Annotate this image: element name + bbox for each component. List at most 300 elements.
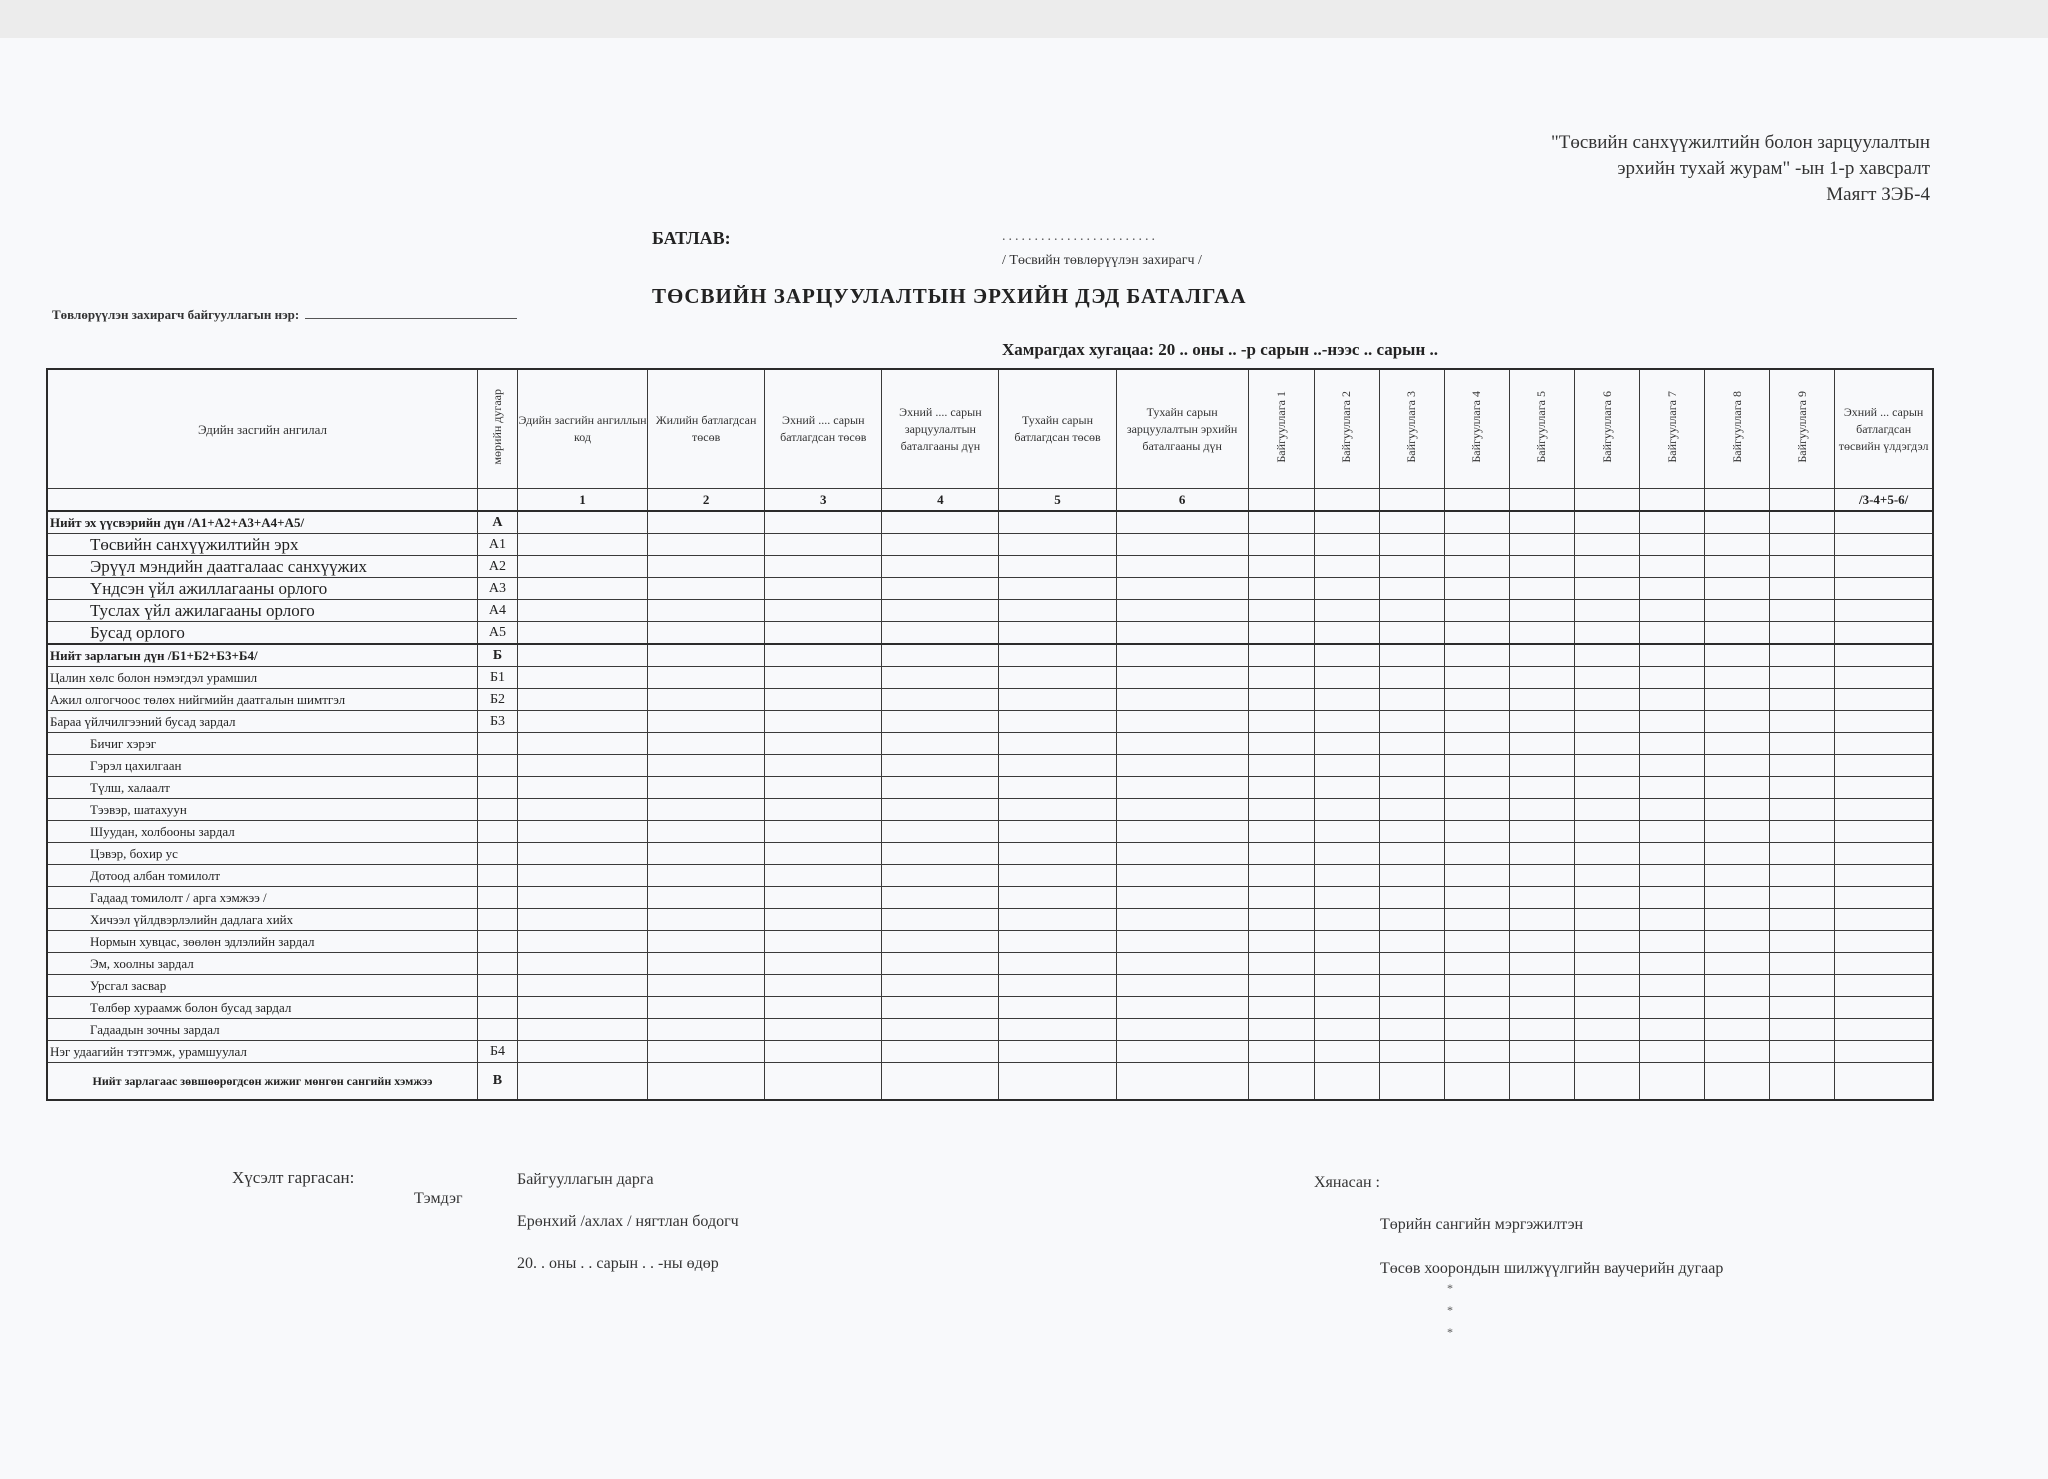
value-cell[interactable] — [1116, 1041, 1248, 1063]
value-cell[interactable] — [1444, 511, 1509, 534]
value-cell[interactable] — [999, 997, 1116, 1019]
value-cell[interactable] — [882, 556, 999, 578]
value-cell[interactable] — [1248, 777, 1314, 799]
value-cell[interactable] — [1509, 644, 1574, 667]
value-cell[interactable] — [999, 953, 1116, 975]
value-cell[interactable] — [648, 777, 765, 799]
value-cell[interactable] — [1444, 865, 1509, 887]
value-cell[interactable] — [882, 600, 999, 622]
value-cell[interactable] — [1314, 821, 1379, 843]
value-cell[interactable] — [999, 1063, 1116, 1101]
value-cell[interactable] — [882, 511, 999, 534]
value-cell[interactable] — [648, 600, 765, 622]
value-cell[interactable] — [1444, 667, 1509, 689]
value-cell[interactable] — [1379, 1063, 1444, 1101]
value-cell[interactable] — [648, 953, 765, 975]
value-cell[interactable] — [882, 821, 999, 843]
value-cell[interactable] — [1314, 953, 1379, 975]
value-cell[interactable] — [1705, 997, 1770, 1019]
value-cell[interactable] — [765, 755, 882, 777]
value-cell[interactable] — [1770, 578, 1835, 600]
value-cell[interactable] — [1314, 1019, 1379, 1041]
value-cell[interactable] — [1835, 689, 1933, 711]
value-cell[interactable] — [999, 600, 1116, 622]
value-cell[interactable] — [1116, 556, 1248, 578]
value-cell[interactable] — [648, 997, 765, 1019]
value-cell[interactable] — [1705, 931, 1770, 953]
value-cell[interactable] — [999, 865, 1116, 887]
value-cell[interactable] — [1444, 997, 1509, 1019]
value-cell[interactable] — [765, 511, 882, 534]
value-cell[interactable] — [1770, 667, 1835, 689]
value-cell[interactable] — [1705, 1041, 1770, 1063]
value-cell[interactable] — [648, 667, 765, 689]
value-cell[interactable] — [1705, 975, 1770, 997]
value-cell[interactable] — [1379, 689, 1444, 711]
value-cell[interactable] — [882, 1041, 999, 1063]
value-cell[interactable] — [517, 865, 647, 887]
value-cell[interactable] — [1248, 534, 1314, 556]
value-cell[interactable] — [1248, 622, 1314, 645]
value-cell[interactable] — [1116, 1019, 1248, 1041]
value-cell[interactable] — [1509, 534, 1574, 556]
value-cell[interactable] — [765, 534, 882, 556]
value-cell[interactable] — [1640, 622, 1705, 645]
value-cell[interactable] — [999, 799, 1116, 821]
value-cell[interactable] — [999, 975, 1116, 997]
value-cell[interactable] — [1116, 821, 1248, 843]
value-cell[interactable] — [999, 534, 1116, 556]
value-cell[interactable] — [1248, 997, 1314, 1019]
value-cell[interactable] — [882, 777, 999, 799]
value-cell[interactable] — [999, 909, 1116, 931]
value-cell[interactable] — [1444, 931, 1509, 953]
value-cell[interactable] — [1705, 644, 1770, 667]
value-cell[interactable] — [1379, 997, 1444, 1019]
value-cell[interactable] — [648, 799, 765, 821]
value-cell[interactable] — [648, 644, 765, 667]
value-cell[interactable] — [1116, 953, 1248, 975]
value-cell[interactable] — [999, 556, 1116, 578]
value-cell[interactable] — [1835, 556, 1933, 578]
value-cell[interactable] — [1705, 711, 1770, 733]
value-cell[interactable] — [1444, 975, 1509, 997]
value-cell[interactable] — [517, 821, 647, 843]
value-cell[interactable] — [999, 622, 1116, 645]
value-cell[interactable] — [648, 975, 765, 997]
value-cell[interactable] — [1640, 909, 1705, 931]
value-cell[interactable] — [1640, 799, 1705, 821]
value-cell[interactable] — [517, 534, 647, 556]
value-cell[interactable] — [1640, 534, 1705, 556]
value-cell[interactable] — [1574, 777, 1639, 799]
value-cell[interactable] — [1770, 975, 1835, 997]
value-cell[interactable] — [648, 755, 765, 777]
value-cell[interactable] — [882, 711, 999, 733]
value-cell[interactable] — [1509, 600, 1574, 622]
value-cell[interactable] — [999, 511, 1116, 534]
value-cell[interactable] — [1835, 733, 1933, 755]
value-cell[interactable] — [1835, 887, 1933, 909]
value-cell[interactable] — [648, 865, 765, 887]
value-cell[interactable] — [1444, 821, 1509, 843]
value-cell[interactable] — [1314, 733, 1379, 755]
value-cell[interactable] — [1574, 1063, 1639, 1101]
value-cell[interactable] — [765, 909, 882, 931]
value-cell[interactable] — [1509, 689, 1574, 711]
value-cell[interactable] — [1574, 578, 1639, 600]
value-cell[interactable] — [1705, 1063, 1770, 1101]
value-cell[interactable] — [1314, 909, 1379, 931]
value-cell[interactable] — [1379, 556, 1444, 578]
value-cell[interactable] — [1705, 511, 1770, 534]
value-cell[interactable] — [1444, 953, 1509, 975]
value-cell[interactable] — [1574, 689, 1639, 711]
value-cell[interactable] — [1640, 887, 1705, 909]
value-cell[interactable] — [1574, 975, 1639, 997]
value-cell[interactable] — [1314, 644, 1379, 667]
value-cell[interactable] — [1248, 644, 1314, 667]
value-cell[interactable] — [517, 887, 647, 909]
value-cell[interactable] — [1640, 667, 1705, 689]
value-cell[interactable] — [1640, 997, 1705, 1019]
value-cell[interactable] — [1770, 777, 1835, 799]
value-cell[interactable] — [1248, 887, 1314, 909]
value-cell[interactable] — [1116, 777, 1248, 799]
value-cell[interactable] — [1509, 578, 1574, 600]
value-cell[interactable] — [1314, 667, 1379, 689]
value-cell[interactable] — [1444, 887, 1509, 909]
value-cell[interactable] — [517, 843, 647, 865]
value-cell[interactable] — [1770, 931, 1835, 953]
value-cell[interactable] — [1835, 975, 1933, 997]
value-cell[interactable] — [765, 843, 882, 865]
value-cell[interactable] — [1314, 556, 1379, 578]
value-cell[interactable] — [648, 821, 765, 843]
value-cell[interactable] — [1509, 865, 1574, 887]
value-cell[interactable] — [1705, 689, 1770, 711]
value-cell[interactable] — [882, 534, 999, 556]
value-cell[interactable] — [1640, 644, 1705, 667]
value-cell[interactable] — [1379, 711, 1444, 733]
value-cell[interactable] — [1705, 755, 1770, 777]
value-cell[interactable] — [1705, 909, 1770, 931]
value-cell[interactable] — [1705, 534, 1770, 556]
value-cell[interactable] — [1835, 931, 1933, 953]
value-cell[interactable] — [1770, 865, 1835, 887]
value-cell[interactable] — [517, 931, 647, 953]
value-cell[interactable] — [1116, 887, 1248, 909]
value-cell[interactable] — [1574, 511, 1639, 534]
value-cell[interactable] — [1640, 1063, 1705, 1101]
value-cell[interactable] — [1574, 931, 1639, 953]
value-cell[interactable] — [1574, 865, 1639, 887]
value-cell[interactable] — [1705, 887, 1770, 909]
value-cell[interactable] — [1574, 1041, 1639, 1063]
value-cell[interactable] — [1509, 997, 1574, 1019]
value-cell[interactable] — [1770, 1041, 1835, 1063]
value-cell[interactable] — [1379, 821, 1444, 843]
value-cell[interactable] — [1116, 733, 1248, 755]
value-cell[interactable] — [1379, 534, 1444, 556]
value-cell[interactable] — [1379, 733, 1444, 755]
value-cell[interactable] — [999, 755, 1116, 777]
value-cell[interactable] — [882, 667, 999, 689]
value-cell[interactable] — [1248, 733, 1314, 755]
value-cell[interactable] — [1379, 511, 1444, 534]
value-cell[interactable] — [1835, 865, 1933, 887]
value-cell[interactable] — [648, 733, 765, 755]
value-cell[interactable] — [1835, 777, 1933, 799]
value-cell[interactable] — [1770, 821, 1835, 843]
value-cell[interactable] — [1770, 997, 1835, 1019]
value-cell[interactable] — [1835, 600, 1933, 622]
value-cell[interactable] — [1640, 689, 1705, 711]
value-cell[interactable] — [765, 799, 882, 821]
value-cell[interactable] — [882, 909, 999, 931]
value-cell[interactable] — [1574, 887, 1639, 909]
value-cell[interactable] — [765, 975, 882, 997]
value-cell[interactable] — [999, 689, 1116, 711]
value-cell[interactable] — [1314, 1063, 1379, 1101]
value-cell[interactable] — [1379, 799, 1444, 821]
value-cell[interactable] — [1509, 887, 1574, 909]
value-cell[interactable] — [1835, 909, 1933, 931]
value-cell[interactable] — [1705, 733, 1770, 755]
value-cell[interactable] — [1705, 622, 1770, 645]
value-cell[interactable] — [882, 622, 999, 645]
value-cell[interactable] — [1770, 534, 1835, 556]
value-cell[interactable] — [1314, 711, 1379, 733]
value-cell[interactable] — [1248, 1063, 1314, 1101]
value-cell[interactable] — [1444, 1041, 1509, 1063]
value-cell[interactable] — [882, 843, 999, 865]
value-cell[interactable] — [1116, 1063, 1248, 1101]
value-cell[interactable] — [1248, 667, 1314, 689]
value-cell[interactable] — [1574, 556, 1639, 578]
value-cell[interactable] — [1509, 511, 1574, 534]
value-cell[interactable] — [1705, 799, 1770, 821]
value-cell[interactable] — [882, 1063, 999, 1101]
value-cell[interactable] — [765, 1019, 882, 1041]
value-cell[interactable] — [1248, 953, 1314, 975]
value-cell[interactable] — [1379, 843, 1444, 865]
value-cell[interactable] — [1379, 578, 1444, 600]
value-cell[interactable] — [1116, 755, 1248, 777]
value-cell[interactable] — [999, 1019, 1116, 1041]
value-cell[interactable] — [1640, 600, 1705, 622]
value-cell[interactable] — [1640, 843, 1705, 865]
value-cell[interactable] — [1705, 578, 1770, 600]
value-cell[interactable] — [1248, 600, 1314, 622]
value-cell[interactable] — [1705, 556, 1770, 578]
value-cell[interactable] — [1314, 997, 1379, 1019]
value-cell[interactable] — [517, 909, 647, 931]
value-cell[interactable] — [1705, 667, 1770, 689]
value-cell[interactable] — [765, 1063, 882, 1101]
value-cell[interactable] — [1835, 644, 1933, 667]
value-cell[interactable] — [1705, 843, 1770, 865]
value-cell[interactable] — [999, 1041, 1116, 1063]
value-cell[interactable] — [882, 953, 999, 975]
value-cell[interactable] — [765, 997, 882, 1019]
value-cell[interactable] — [1444, 909, 1509, 931]
value-cell[interactable] — [1444, 600, 1509, 622]
value-cell[interactable] — [1116, 578, 1248, 600]
value-cell[interactable] — [1248, 755, 1314, 777]
value-cell[interactable] — [765, 667, 882, 689]
value-cell[interactable] — [1574, 755, 1639, 777]
value-cell[interactable] — [1835, 1041, 1933, 1063]
value-cell[interactable] — [765, 777, 882, 799]
value-cell[interactable] — [1379, 777, 1444, 799]
value-cell[interactable] — [882, 887, 999, 909]
value-cell[interactable] — [1835, 997, 1933, 1019]
value-cell[interactable] — [1574, 953, 1639, 975]
value-cell[interactable] — [1444, 1019, 1509, 1041]
value-cell[interactable] — [1574, 799, 1639, 821]
value-cell[interactable] — [999, 887, 1116, 909]
value-cell[interactable] — [1640, 975, 1705, 997]
value-cell[interactable] — [648, 622, 765, 645]
value-cell[interactable] — [648, 843, 765, 865]
value-cell[interactable] — [765, 578, 882, 600]
value-cell[interactable] — [1314, 887, 1379, 909]
value-cell[interactable] — [1248, 689, 1314, 711]
value-cell[interactable] — [1509, 975, 1574, 997]
value-cell[interactable] — [1640, 711, 1705, 733]
value-cell[interactable] — [1770, 644, 1835, 667]
value-cell[interactable] — [765, 1041, 882, 1063]
value-cell[interactable] — [1248, 578, 1314, 600]
value-cell[interactable] — [1444, 622, 1509, 645]
value-cell[interactable] — [1640, 777, 1705, 799]
value-cell[interactable] — [648, 689, 765, 711]
value-cell[interactable] — [1314, 975, 1379, 997]
value-cell[interactable] — [1444, 534, 1509, 556]
value-cell[interactable] — [517, 667, 647, 689]
value-cell[interactable] — [999, 931, 1116, 953]
value-cell[interactable] — [999, 578, 1116, 600]
value-cell[interactable] — [1835, 755, 1933, 777]
value-cell[interactable] — [999, 821, 1116, 843]
value-cell[interactable] — [1770, 799, 1835, 821]
value-cell[interactable] — [1116, 711, 1248, 733]
value-cell[interactable] — [999, 667, 1116, 689]
value-cell[interactable] — [1835, 511, 1933, 534]
value-cell[interactable] — [999, 644, 1116, 667]
value-cell[interactable] — [1379, 1041, 1444, 1063]
value-cell[interactable] — [1116, 799, 1248, 821]
value-cell[interactable] — [1509, 755, 1574, 777]
value-cell[interactable] — [517, 600, 647, 622]
value-cell[interactable] — [517, 644, 647, 667]
value-cell[interactable] — [1640, 1019, 1705, 1041]
value-cell[interactable] — [1509, 1019, 1574, 1041]
value-cell[interactable] — [1574, 821, 1639, 843]
value-cell[interactable] — [882, 931, 999, 953]
value-cell[interactable] — [1574, 909, 1639, 931]
value-cell[interactable] — [1835, 667, 1933, 689]
value-cell[interactable] — [1379, 865, 1444, 887]
value-cell[interactable] — [1835, 953, 1933, 975]
value-cell[interactable] — [1314, 534, 1379, 556]
value-cell[interactable] — [1248, 909, 1314, 931]
value-cell[interactable] — [1574, 733, 1639, 755]
value-cell[interactable] — [517, 511, 647, 534]
value-cell[interactable] — [882, 689, 999, 711]
value-cell[interactable] — [648, 887, 765, 909]
value-cell[interactable] — [1770, 622, 1835, 645]
value-cell[interactable] — [1705, 777, 1770, 799]
value-cell[interactable] — [1770, 1019, 1835, 1041]
value-cell[interactable] — [1835, 843, 1933, 865]
value-cell[interactable] — [1770, 755, 1835, 777]
value-cell[interactable] — [1314, 511, 1379, 534]
value-cell[interactable] — [1444, 689, 1509, 711]
value-cell[interactable] — [1314, 777, 1379, 799]
value-cell[interactable] — [1770, 556, 1835, 578]
value-cell[interactable] — [1248, 556, 1314, 578]
value-cell[interactable] — [1640, 556, 1705, 578]
value-cell[interactable] — [1116, 644, 1248, 667]
value-cell[interactable] — [882, 644, 999, 667]
value-cell[interactable] — [882, 997, 999, 1019]
value-cell[interactable] — [1314, 600, 1379, 622]
value-cell[interactable] — [1835, 799, 1933, 821]
value-cell[interactable] — [1379, 975, 1444, 997]
value-cell[interactable] — [1574, 711, 1639, 733]
value-cell[interactable] — [1640, 755, 1705, 777]
value-cell[interactable] — [648, 578, 765, 600]
value-cell[interactable] — [1509, 1041, 1574, 1063]
value-cell[interactable] — [1379, 1019, 1444, 1041]
value-cell[interactable] — [1379, 755, 1444, 777]
value-cell[interactable] — [1116, 909, 1248, 931]
value-cell[interactable] — [517, 578, 647, 600]
value-cell[interactable] — [517, 755, 647, 777]
value-cell[interactable] — [1116, 865, 1248, 887]
value-cell[interactable] — [1248, 1041, 1314, 1063]
value-cell[interactable] — [1509, 711, 1574, 733]
value-cell[interactable] — [1835, 1019, 1933, 1041]
value-cell[interactable] — [648, 556, 765, 578]
value-cell[interactable] — [999, 733, 1116, 755]
value-cell[interactable] — [1770, 733, 1835, 755]
value-cell[interactable] — [1314, 578, 1379, 600]
value-cell[interactable] — [1640, 578, 1705, 600]
value-cell[interactable] — [648, 534, 765, 556]
value-cell[interactable] — [1640, 733, 1705, 755]
value-cell[interactable] — [1705, 600, 1770, 622]
value-cell[interactable] — [517, 1041, 647, 1063]
value-cell[interactable] — [1248, 799, 1314, 821]
value-cell[interactable] — [1770, 909, 1835, 931]
value-cell[interactable] — [1379, 953, 1444, 975]
value-cell[interactable] — [1770, 600, 1835, 622]
value-cell[interactable] — [1574, 667, 1639, 689]
value-cell[interactable] — [517, 975, 647, 997]
value-cell[interactable] — [1314, 843, 1379, 865]
value-cell[interactable] — [1770, 689, 1835, 711]
value-cell[interactable] — [1640, 821, 1705, 843]
value-cell[interactable] — [1640, 1041, 1705, 1063]
value-cell[interactable] — [1509, 733, 1574, 755]
value-cell[interactable] — [648, 931, 765, 953]
value-cell[interactable] — [882, 975, 999, 997]
value-cell[interactable] — [1770, 1063, 1835, 1101]
value-cell[interactable] — [517, 799, 647, 821]
